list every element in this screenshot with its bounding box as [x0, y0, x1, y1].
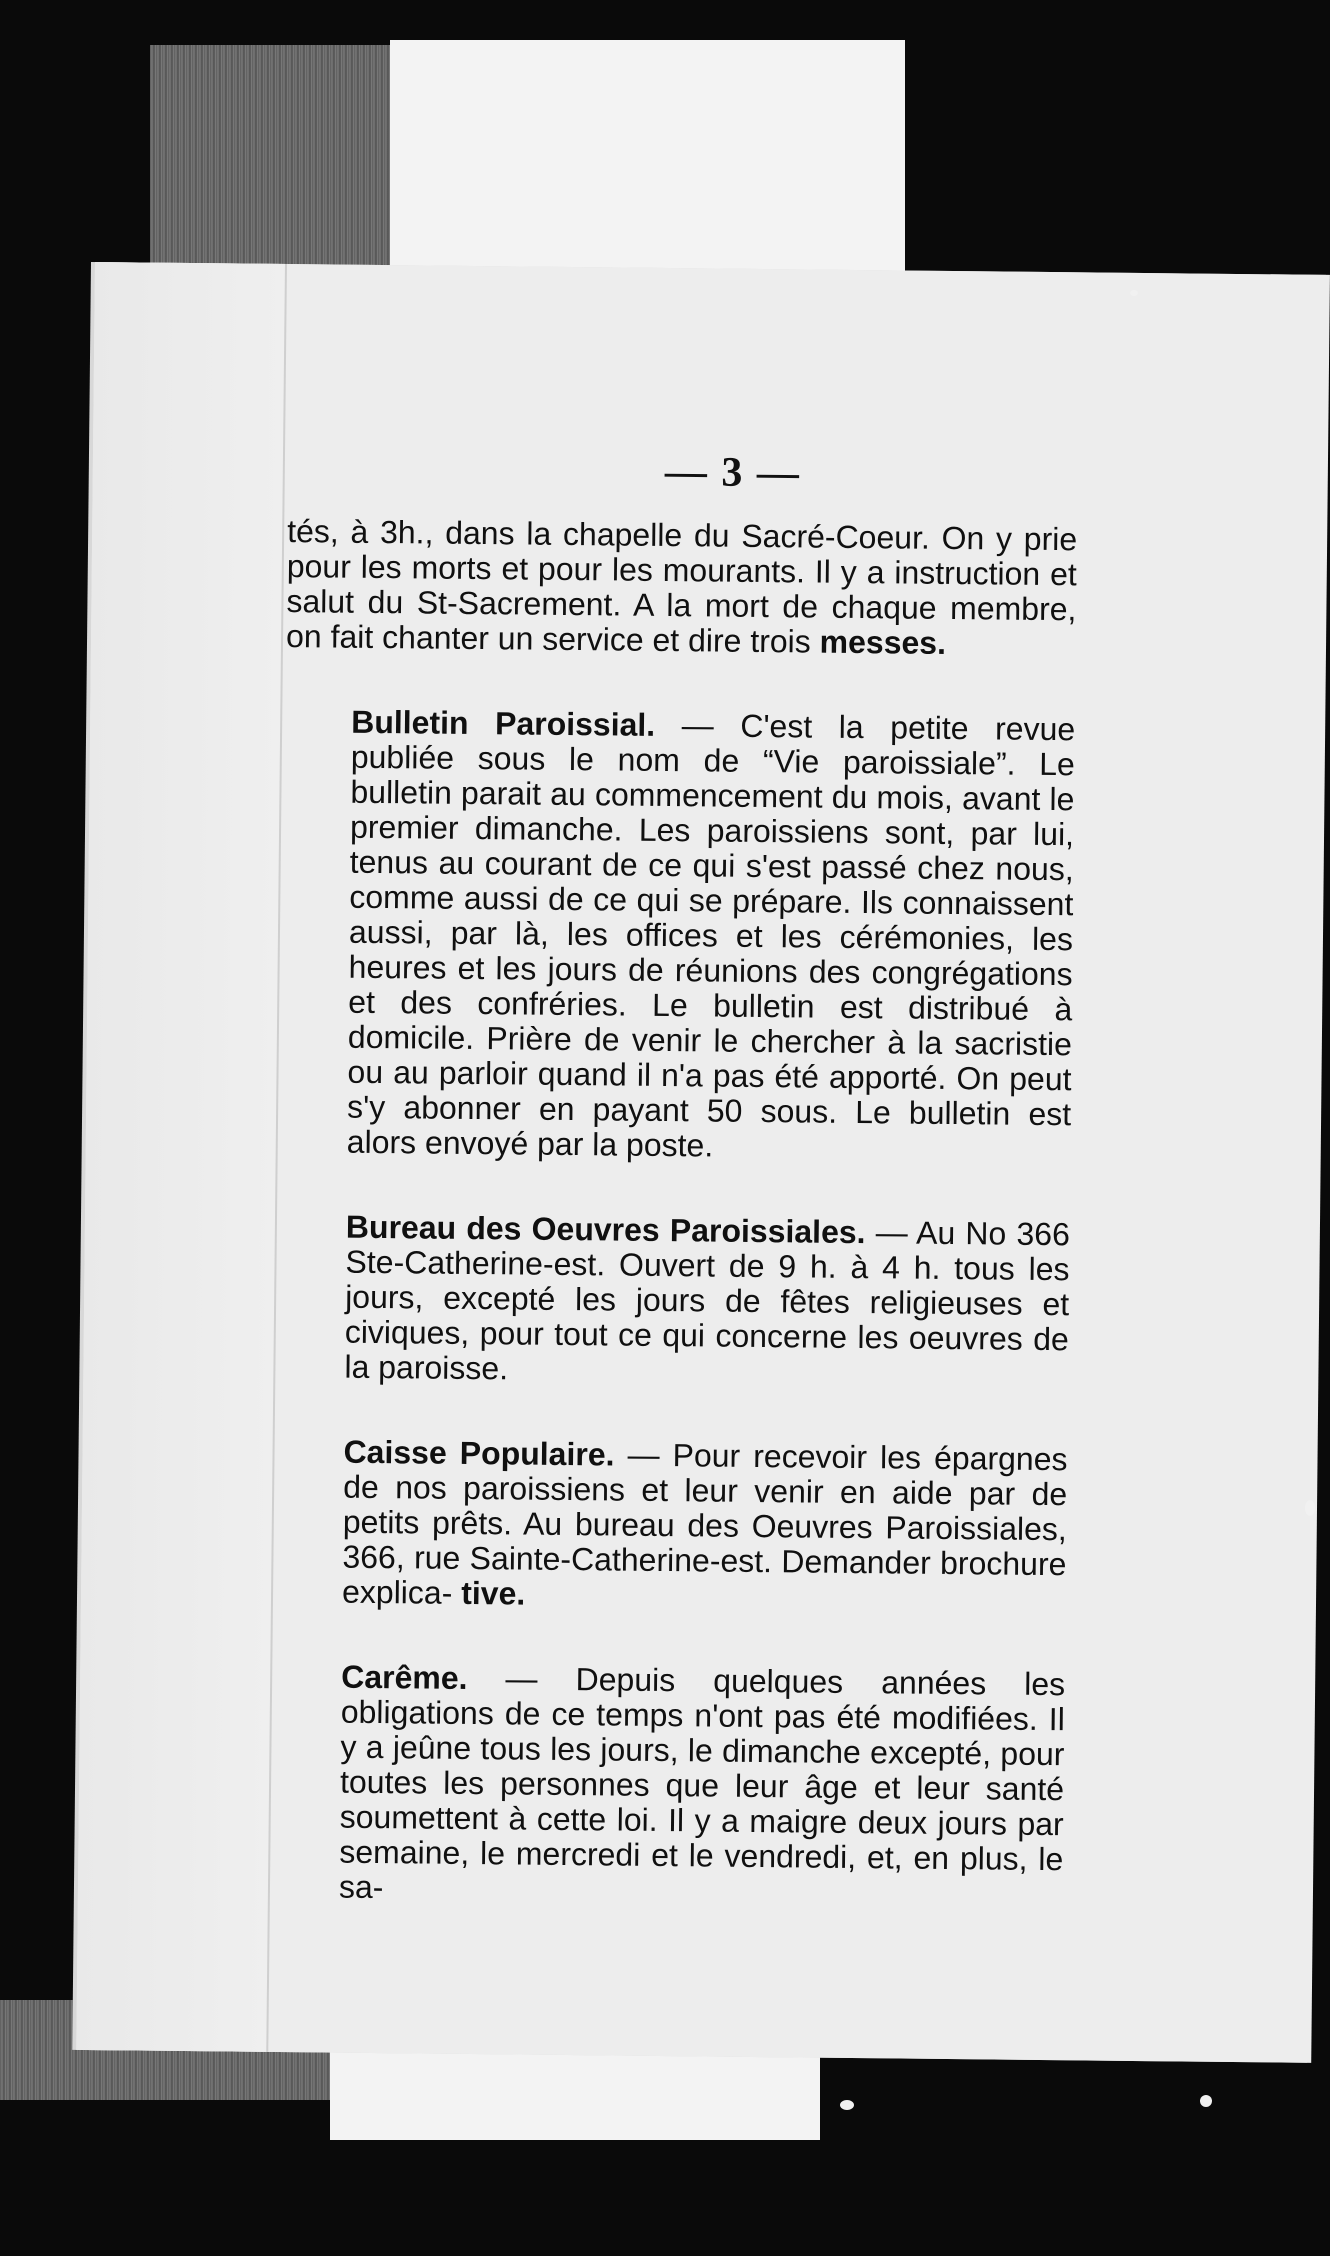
paragraph-continuation [286, 514, 1077, 662]
page-left-edge [76, 262, 287, 2052]
paragraph-bulletin-paroissial [281, 704, 1076, 1167]
paragraph-text: — Pour recevoir les épargnes de nos paroissiens et leur venir en aide par de petits prêts. Au bureau des Oeuvres Paroissiales, 366, rue Sainte-Catherine-est. Demander brochure explica- [341, 1436, 1068, 1611]
section-heading: Bulletin Paroissial. [351, 703, 656, 743]
paper-slip-top [390, 40, 905, 280]
paragraph-caisse-populaire [276, 1434, 1068, 1617]
paragraph-tail: messes. [819, 623, 947, 661]
document-page [76, 262, 1330, 2063]
paragraph-text: tés, à 3h., dans la chapelle du Sacré-Coeur. On y prie pour les morts et pour les mourants. Il y a instruction et salut du St-Sacrement. A la mort de chaque membre, on fait chanter un service et dire trois [285, 513, 1078, 660]
backdrop-strip-top [150, 45, 390, 275]
section-heading: Bureau des Oeuvres Paroissiales. [345, 1208, 866, 1251]
paragraph-tail: tive. [461, 1574, 526, 1612]
paragraph-text: — Au No 366 Ste-Catherine-est. Ouvert de 9 h. à 4 h. tous les jours, excepté les jours de fêtes religieuses et civiques, pour tout ce qui concerne les oeuvres de la paroisse. [344, 1214, 1071, 1387]
paragraph-text: — C'est la petite revue publiée sous le nom de “Vie paroissiale”. Le bulletin parait au commencement du mois, avant le premier dimanche. Les paroissiens sont, par lui, tenus au courant de ce qui s'est passé chez nous, comme aussi de ce qui se prépare. Ils connaissent aussi, par là, les offices et les cérémonies, les heures et les jours de réunions des congrégations et des confréries. Le bulletin est distribué à domicile. Prière de venir le chercher à la sacristie ou au parloir quand il n'a pas été apporté. On peut s'y abonner en payant 50 sous. Le bulletin est alors envoyé par la poste. [346, 706, 1076, 1164]
paragraph-bureau-oeuvres [278, 1209, 1070, 1392]
scan-speck [1305, 1500, 1315, 1516]
page-body [273, 514, 1078, 1912]
paragraph-careme [273, 1659, 1066, 1912]
scan-speck [840, 2100, 854, 2110]
scan-speck [1130, 290, 1138, 296]
section-heading: Caisse Populaire. [343, 1433, 615, 1473]
paragraph-text: — Depuis quelques années les obligations de ce temps n'ont pas été modifiées. Il y a jeûne tous les jours, le dimanche excepté, pour toutes les personnes que leur âge et leur santé soumettent à cette loi. Il y a maigre deux jours par semaine, le mercredi et le vendredi, et, en plus, le sa- [338, 1659, 1066, 1906]
scan-speck [1200, 2095, 1212, 2107]
section-heading: Carême. [341, 1658, 468, 1696]
page-number: — 3 — [664, 448, 802, 497]
